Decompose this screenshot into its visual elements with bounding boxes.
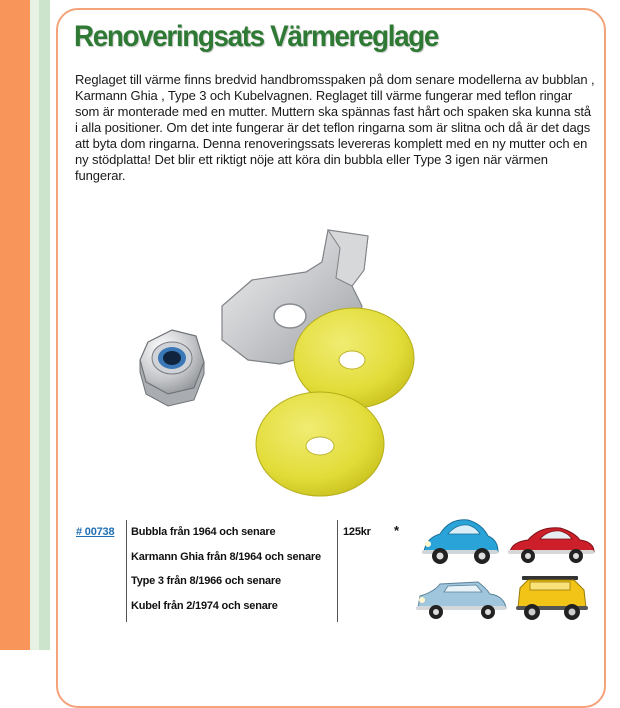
compat-model-3: Type 3 från 8/1966 och senare — [131, 575, 281, 587]
beetle-car-icon — [418, 512, 502, 568]
article-number-link[interactable]: # 00738 — [76, 526, 115, 538]
teflon-ring-left-icon — [256, 392, 384, 496]
kubelwagen-car-icon — [512, 568, 592, 622]
compat-model-4: Kubel från 2/1974 och senare — [131, 600, 278, 612]
divider-right — [337, 520, 338, 622]
note-marker: * — [394, 523, 399, 538]
side-stripe-light-green — [30, 0, 39, 650]
side-stripe-green — [39, 0, 50, 650]
compat-model-2: Karmann Ghia från 8/1964 och senare — [131, 551, 321, 563]
divider-left — [126, 520, 127, 622]
side-stripe-orange — [0, 0, 30, 650]
lock-nut-icon — [140, 330, 204, 406]
price: 125kr — [343, 526, 371, 538]
page-title: Renoveringsats Värmereglage — [74, 20, 438, 53]
product-description: Reglaget till värme finns bredvid handbromsspaken på dom senare modellerna av bubblan , Karmann Ghia , Type 3 och Kubelvagnen. Reglaget till värme fungerar med teflon ringar som är monterade med en mutter. Muttern ska spännas fast hårt och spaken ska kunna stå i alla positioner. Om det inte fungerar är det teflon ringarna som är slitna och då är det dags att byta dom ringarna. Denna renoveringssats levereras komplett med en ny mutter och en ny stödplatta! Det blir ett riktigt nöje att köra din bubbla eller Type 3 igen när värmen fungerar. — [75, 72, 595, 183]
type3-car-icon — [414, 572, 510, 622]
product-image — [130, 222, 430, 512]
compat-model-1: Bubbla från 1964 och senare — [131, 526, 276, 538]
karmann-ghia-car-icon — [506, 518, 598, 566]
